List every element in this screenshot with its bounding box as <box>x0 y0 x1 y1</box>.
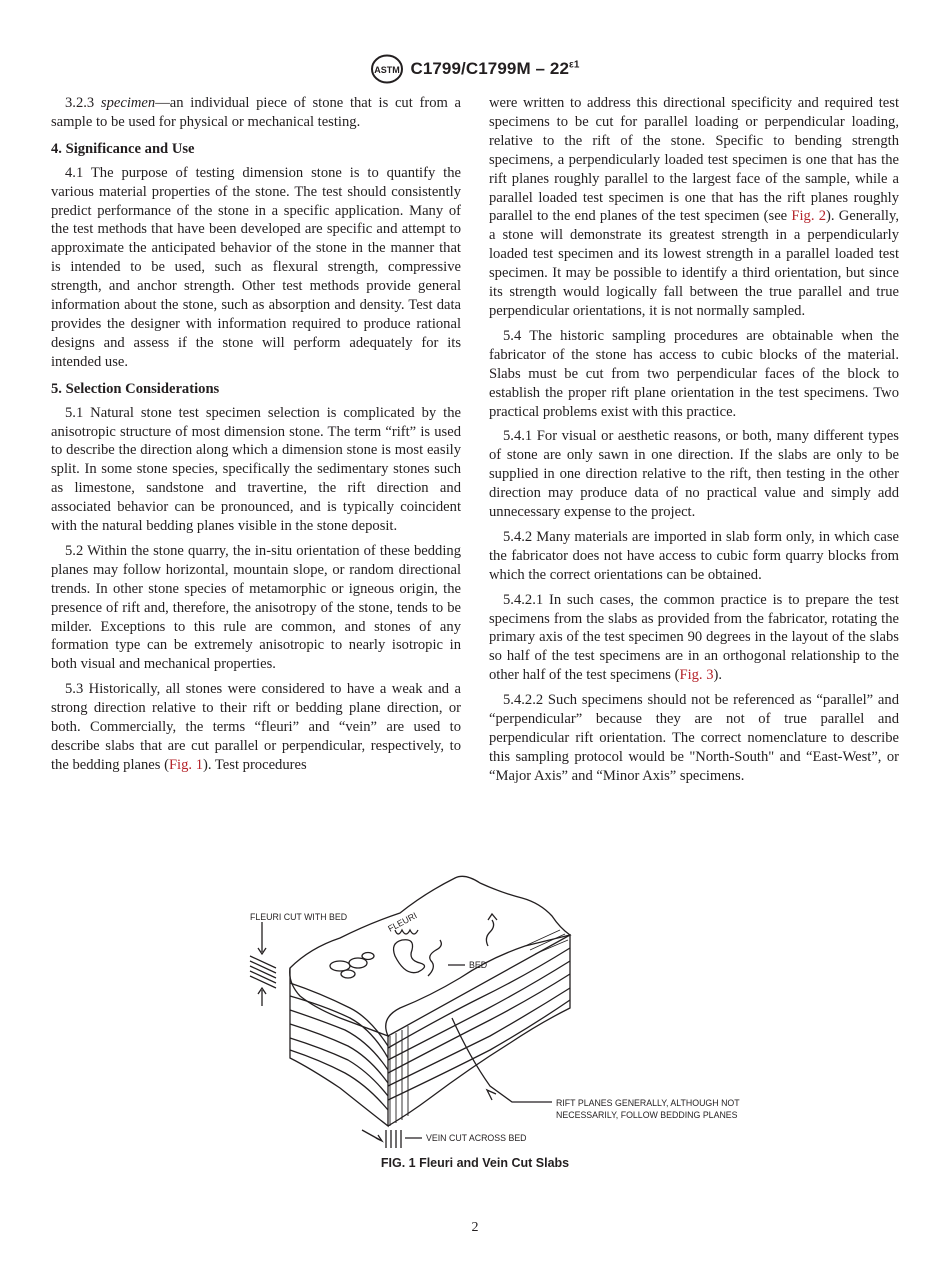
page-number: 2 <box>471 1220 479 1235</box>
fig-3-link[interactable]: Fig. 3 <box>679 667 714 684</box>
right-column <box>489 94 899 792</box>
definition-text: —an individual piece of stone that is cut from a sample to be used for physical or mechanical testing. <box>51 95 462 130</box>
label-bed: BED <box>469 960 488 970</box>
figure-caption: FIG. 1 Fleuri and Vein Cut Slabs <box>380 1156 570 1170</box>
paragraph-3-2-3 <box>51 94 461 132</box>
block-left-face <box>290 968 388 1126</box>
text-run: ). Generally, a stone will demonstrate its greatest strength in a perpendicularly loaded test specimen and its lowest strength in a parallel loaded test specimen. It may be possible to identify a third orientation, but since its strength would logically fall between the true parallel and true perpendicular orientations, it is not normally sampled. <box>489 208 899 319</box>
label-rift-line-1: RIFT PLANES GENERALLY, ALTHOUGH NOT <box>556 1098 740 1108</box>
fig-1-diagram <box>240 868 740 1158</box>
paragraph-5-3 <box>51 680 461 775</box>
text-run: ). <box>713 667 723 684</box>
paragraph-5-2: 5.2 Within the stone quarry, the in-situ orientation of these bedding planes may follow horizontal, mountain slope, or random directional trends. In other stone species of metamorphic or igneous origin, the presence of rift and, therefore, the anisotropy of the stone, tends to be milder. Exceptions to this rule are common, and stones of any formation type can be extremely anisotropic to nearly isotropic in both visual and mechanical properties. <box>51 542 461 673</box>
paragraph-5-3-continued <box>489 94 899 321</box>
label-fleuri: FLEURI <box>386 910 419 934</box>
paragraph-4-1: 4.1 The purpose of testing dimension stone is to quantify the various material properties of the stone. The test should consistently predict performance of the stone in a specific application. Many of the test methods that have been developed are specific and attempt to approximate the anticipated behavior of the stone in the manner that is intended to be used, such as flexural strength, compressive strength, and anchor strength. Other test methods provide general information about the stone, such as absorption and density. Test data provides the designer with information required to produce rational designs and assess if the stone will perform adequately for its intended use. <box>51 164 461 370</box>
document-id <box>410 59 579 79</box>
page-header <box>0 54 950 84</box>
astm-logo-icon <box>370 54 404 84</box>
paragraph-5-4-2-2: 5.4.2.2 Such specimens should not be referenced as “parallel” and “perpendicular” because they are not of true parallel and perpendicular rift orientation. The correct nomenclature to describe this sampling protocol would be "North-South" and “East-West”, or “Major Axis” and “Minor Axis” specimens. <box>489 692 899 784</box>
left-column <box>51 94 461 781</box>
section-number: 3.2.3 <box>65 95 95 111</box>
fig-1-link[interactable]: Fig. 1 <box>168 756 203 773</box>
document-id-text: C1799/C1799M – 22 <box>410 59 570 78</box>
heading-significance-and-use: 4. Significance and Use <box>51 140 195 157</box>
paragraph-5-4-2-1 <box>489 591 899 686</box>
document-id-superscript: ε1 <box>569 59 580 71</box>
logo-text: ASTM <box>374 65 401 75</box>
text-run: 5.3 Historically, all stones were considered to have a weak and a strong direction relative to their rift or bedding plane direction, or both. Commercially, the terms “fleuri” and “vein” are used to describe slabs that are cut parallel or perpendicular, respectively, to the bedding planes ( <box>51 681 461 773</box>
text-run: ). Test procedures <box>203 756 307 773</box>
label-rift-line-2: NECESSARILY, FOLLOW BEDDING PLANES <box>556 1110 738 1120</box>
heading-selection-considerations: 5. Selection Considerations <box>51 380 220 397</box>
paragraph-5-1: 5.1 Natural stone test specimen selection is complicated by the anisotropic structure of most dimension stone. The term “rift” is used to describe the direction along which a dimension stone is most easily split. In some stone species, specifically the sedimentary stones such as limestone, sandstone and travertine, the rift direction and associated behavior can be pronounced, and is typically coincident with the natural bedding planes visible in the stone deposit. <box>51 404 461 535</box>
text-run: were written to address this directional specificity and required test specimens to be cut for parallel loading or perpendicular loading, relative to the rift of the stone. Specific to bending strength specimens, a perpendicularly loaded test specimen is one that has the rift planes roughly parallel to the largest face of the sample, while a parallel loaded test specimen is one that has the rift planes roughly parallel to the end planes of the test specimen (see <box>489 95 899 225</box>
label-vein-cut: VEIN CUT ACROSS BED <box>426 1133 527 1143</box>
label-fleuri-cut: FLEURI CUT WITH BED <box>250 912 348 922</box>
defined-term: specimen <box>100 95 156 111</box>
paragraph-5-4: 5.4 The historic sampling procedures are obtainable when the fabricator of the stone has access to cubic blocks of the material. Slabs must be cut from two perpendicular faces of the block to establish the proper rift plane orientation in the test specimens. Two practical problems exist with this practice. <box>489 327 899 420</box>
paragraph-5-4-2: 5.4.2 Many materials are imported in slab form only, in which case the fabricator does not have access to cubic form quarry blocks from which the correct orientations can be obtained. <box>489 528 899 583</box>
fig-2-link[interactable]: Fig. 2 <box>791 208 827 225</box>
paragraph-5-4-1: 5.4.1 For visual or aesthetic reasons, or both, many different types of stone are only sawn in one direction. If the slabs are only to be supplied in one direction relative to the rift, then testing in the other direction may produce data of no practical value and simply add unnecessary expense to the project. <box>489 428 899 521</box>
text-run: 5.4.2.1 In such cases, the common practice is to prepare the test specimens from the slabs as provided from the fabricator, rotating the primary axis of the test specimen 90 degrees in the layout of the slabs so half of the test specimens are in an orthogonal relationship to the other half of the test specimens ( <box>489 591 899 684</box>
